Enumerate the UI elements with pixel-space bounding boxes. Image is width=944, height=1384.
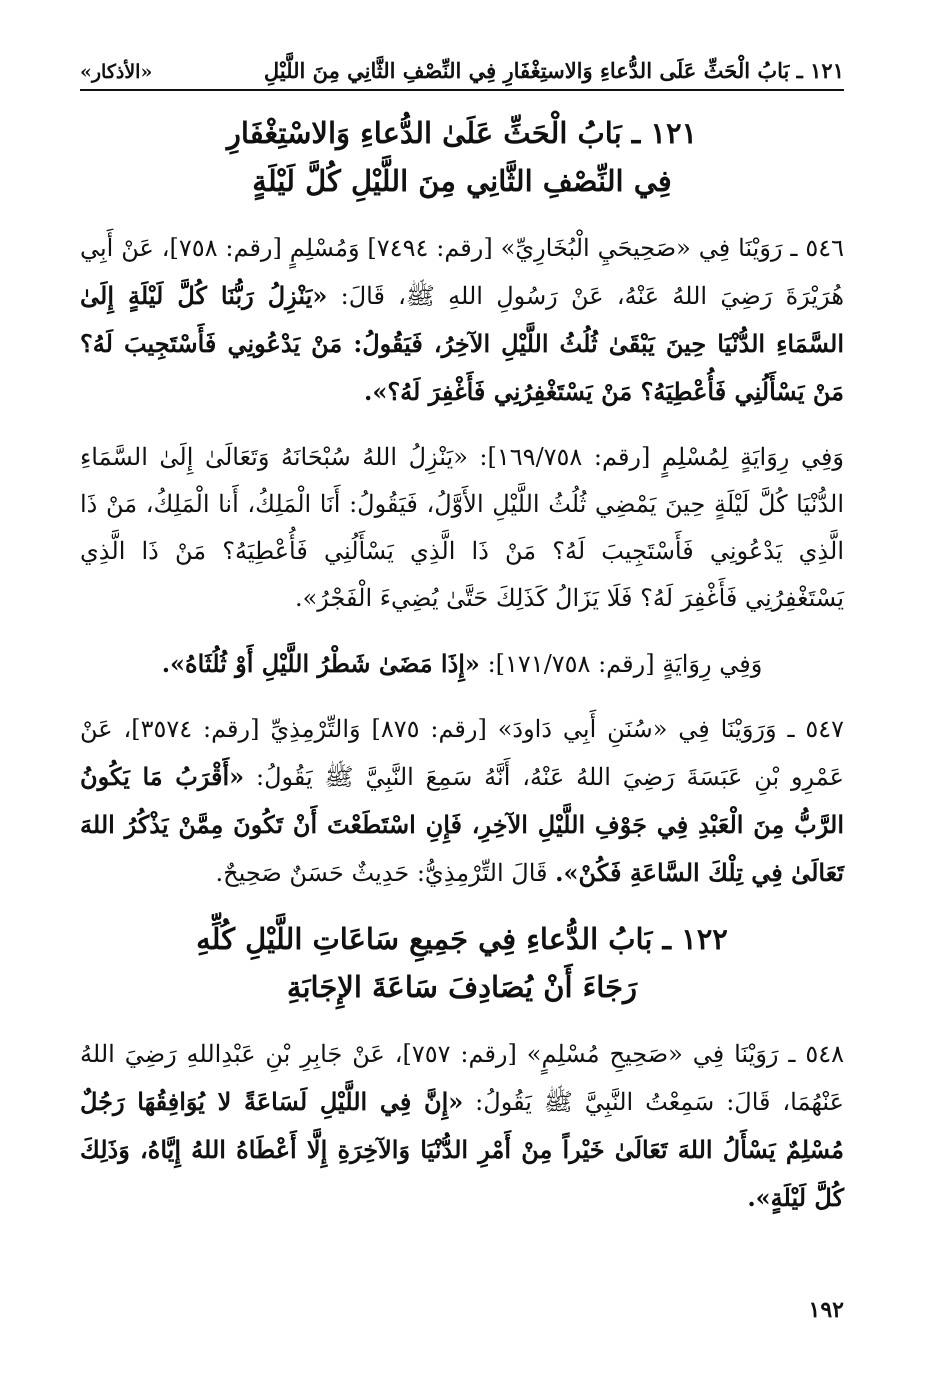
riwaya-1-text: وَفِي رِوَايَةٍ لِمُسْلِمٍ [رقم: ١٦٩/٧٥٨]: «يَنْزِلُ اللهُ سُبْحَانَهُ وَتَعَالَىٰ إِلَىٰ السَّمَاءِ الدُّنْيَا كُلَّ لَيْلَةٍ حِينَ يَمْضِي ثُلُثُ اللَّيْلِ الأَوَّلُ، فَيَقُولُ: أَنَا الْمَلِكُ، أَنا الْمَلِكُ، مَنْ ذَا الَّذِي يَدْعُونِي فَأَسْتَجِيبَ لَهُ؟ مَنْ ذَا الَّذِي يَسْأَلُنِي فَأُعْطِيَهُ؟ مَنْ ذَا الَّذِي يَسْتَغْفِرُنِي فَأَغْفِرَ لَهُ؟ فَلَا يَزَالُ كَذَلِكَ حَتَّىٰ يُضِيءَ الْفَجْرُ». (80, 443, 845, 612)
hadith-547-text: «أَقْرَبُ مَا يَكُونُ الرَّبُّ مِنَ الْعَبْدِ فِي جَوْفِ اللَّيْلِ الآخِرِ، فَإِنِ اسْتَطَعْتَ أَنْ تَكُونَ مِمَّنْ يَذْكُرُ اللهَ تَعَالَىٰ فِي تِلْكَ السَّاعَةِ فَكُنْ». (80, 762, 844, 887)
riwaya-2-intro: وَفِي رِوَايَةٍ [رقم: ١٧١/٧٥٨]: (479, 650, 763, 678)
chapter-121-title-line-1: ١٢١ ـ بَابُ الْحَثِّ عَلَىٰ الدُّعاءِ وَالاسْتِغْفَارِ (226, 116, 698, 150)
chapter-122-title-line-1: ١٢٢ ـ بَابُ الدُّعاءِ فِي جَمِيعِ سَاعَاتِ اللَّيْلِ كُلِّهِ (196, 922, 728, 956)
hadith-548-intro: ٥٤٨ ـ رَوَيْنَا فِي «صَحِيحِ مُسْلِمٍ» [رقم: ٧٥٧]، عَنْ جَابِرِ بْنِ عَبْدِاللهِ رَضِيَ اللهُ عَنْهُمَا، قَالَ: سَمِعْتُ النَّبِيَّ ﷺ يَقُولُ: (80, 1040, 844, 1116)
hadith-548 (80, 1031, 844, 1222)
page-number: ١٩٢ (808, 1297, 844, 1323)
riwaya-muslim-169 (80, 434, 844, 622)
book-name: «الأذكار» (80, 61, 153, 83)
chapter-heading-121 (80, 109, 844, 205)
chapter-121-title-line-2: فِي النِّصْفِ الثَّانِي مِنَ اللَّيْلِ كُلَّ لَيْلَةٍ (252, 164, 672, 198)
hadith-546-text: «يَنْزِلُ رَبُّنَا كُلَّ لَيْلَةٍ إِلَىٰ السَّمَاءِ الدُّنْيَا حِينَ يَبْقَىٰ ثُلُثُ اللَّيْلِ الآخِرُ، فَيَقُولُ: مَنْ يَدْعُونِي فَأَسْتَجِيبَ لَهُ؟ مَنْ يَسْأَلُنِي فَأُعْطِيَهُ؟ مَنْ يَسْتَغْفِرُنِي فَأَغْفِرَ لَهُ؟». (80, 281, 844, 406)
riwaya-2-text: «إِذَا مَضَىٰ شَطْرُ اللَّيْلِ أَوْ ثُلُثَاهُ». (161, 649, 480, 678)
hadith-547-grading: قَالَ التِّرْمِذِيُّ: حَدِيثٌ حَسَنٌ صَحِيحٌ. (215, 859, 556, 887)
running-header (80, 58, 844, 91)
running-title: ١٢١ ـ بَابُ الْحَثِّ عَلَى الدُّعاءِ وَالاستِغْفَارِ فِي النِّصْفِ الثَّانِي مِنَ اللَّيْلِ (263, 58, 844, 83)
hadith-547-intro: ٥٤٧ ـ وَرَوَيْنَا فِي «سُنَنِ أَبِي دَاودَ» [رقم: ٨٧٥] وَالتِّرْمِذِيِّ [رقم: ٣٥٧٤]، عَنْ عَمْرِو بْنِ عَبَسَةَ رَضِيَ اللهُ عَنْهُ، أَنَّهُ سَمِعَ النَّبِيَّ ﷺ يَقُولُ: (80, 715, 845, 791)
book-page (80, 58, 844, 1240)
chapter-122-title-line-2: رَجَاءَ أَنْ يُصَادِفَ سَاعَةَ الإِجَابَةِ (286, 970, 638, 1004)
riwaya-171 (80, 640, 844, 688)
chapter-heading-122 (80, 915, 844, 1011)
hadith-548-text: «إِنَّ فِي اللَّيْلِ لَسَاعَةً لا يُوَافِقُهَا رَجُلٌ مُسْلِمٌ يَسْأَلُ اللهَ تَعَالَىٰ خَيْراً مِنْ أَمْرِ الدُّنْيَا وَالآخِرَةِ إِلَّا أَعْطَاهُ اللهُ إِيَّاهُ، وَذَلِكَ كُلَّ لَيْلَةٍ». (80, 1087, 844, 1212)
hadith-546 (80, 225, 844, 416)
hadith-547 (80, 706, 844, 897)
hadith-546-intro: ٥٤٦ ـ رَوَيْنَا فِي «صَحِيحَيِ الْبُخَارِيِّ» [رقم: ٧٤٩٤] وَمُسْلِمٍ [رقم: ٧٥٨]، عَنْ أَبِي هُرَيْرَةَ رَضِيَ اللهُ عَنْهُ، عَنْ رَسُولِ اللهِ ﷺ، قَالَ: (80, 234, 844, 310)
